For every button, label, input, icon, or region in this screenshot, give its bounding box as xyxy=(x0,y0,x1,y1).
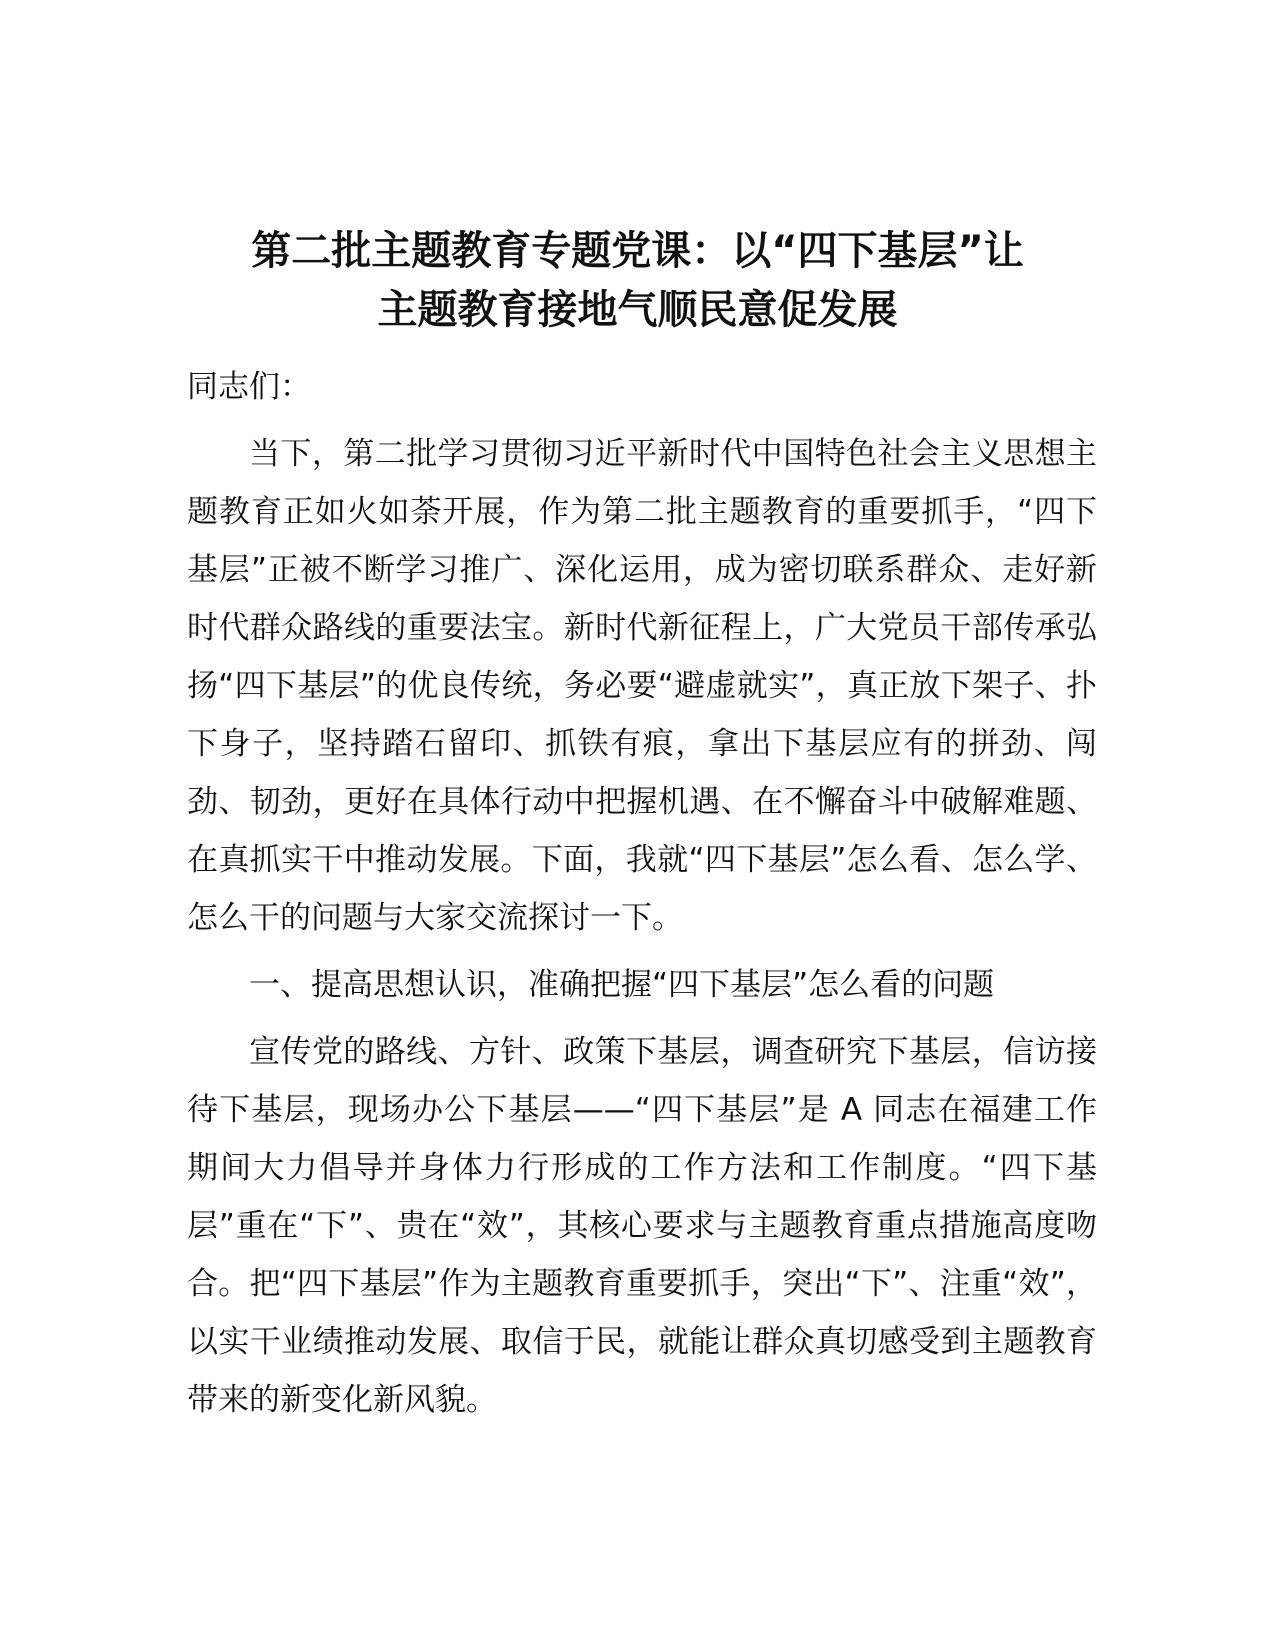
section-heading-1: 一、提高思想认识，准确把握“四下基层”怎么看的问题 xyxy=(249,967,995,1003)
document-title xyxy=(170,222,1105,340)
title-line-1: 第二批主题教育专题党课：以“四下基层”让 xyxy=(251,228,1024,274)
intro-paragraph: 当下，第二批学习贯彻习近平新时代中国特色社会主义思想主题教育正如火如荼开展，作为第二批主题教育的重要抓手，“四下基层”正被不断学习推广、深化运用，成为密切联系群众、走好新时代群众路线的重要法宝。新时代新征程上，广大党员干部传承弘扬“四下基层”的优良传统，务必要“避虚就实”，真正放下架子、扑下身子，坚持踏石留印、抓铁有痕，拿出下基层应有的拼劲、闯劲、韧劲，更好在具体行动中把握机遇、在不懈奋斗中破解难题、在真抓实干中推动发展。下面，我就“四下基层”怎么看、怎么学、怎么干的问题与大家交流探讨一下。 xyxy=(187,436,1097,936)
document-body xyxy=(187,358,1097,1438)
greeting: 同志们： xyxy=(187,369,311,405)
title-line-2: 主题教育接地气顺民意促发展 xyxy=(377,287,898,333)
section-paragraph-1: 宣传党的路线、方针、政策下基层，调查研究下基层，信访接待下基层，现场办公下基层——“四下基层”是 A 同志在福建工作期间大力倡导并身体力行形成的工作方法和工作制度。“四下基层”重在“下”、贵在“效”，其核心要求与主题教育重点措施高度吻合。把“四下基层”作为主题教育重要抓手，突出“下”、注重“效”，以实干业绩推动发展、取信于民，就能让群众真切感受到主题教育带来的新变化新风貌。 xyxy=(187,1034,1097,1418)
